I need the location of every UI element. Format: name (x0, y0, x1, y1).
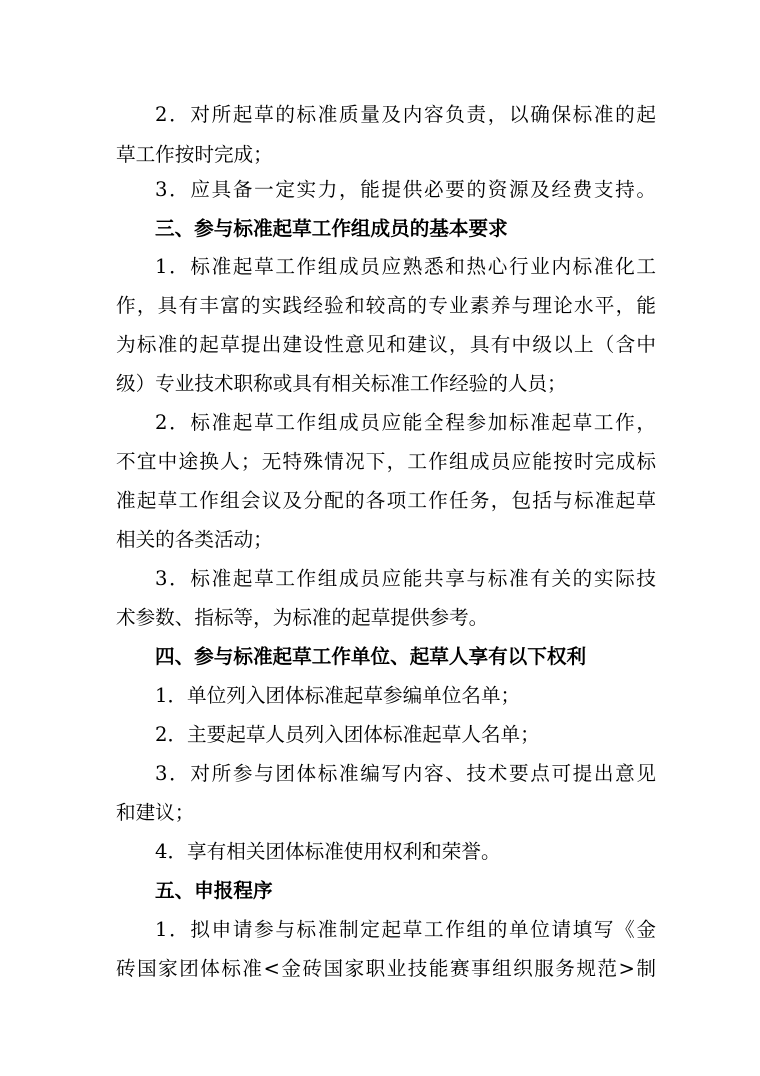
paragraph-line: 1．单位列入团体标准起草参编单位名单； (155, 684, 521, 707)
paragraph-line: 2．标准起草工作组成员应能全程参加标准起草工作， (155, 411, 656, 434)
paragraph-line: 准起草工作组会议及分配的各项工作任务，包括与标准起草 (116, 489, 656, 512)
paragraph-line: 术参数、指标等，为标准的起草提供参考。 (116, 606, 489, 629)
section-heading: 三、参与标准起草工作组成员的基本要求 (155, 217, 508, 240)
paragraph-line: 和建议； (116, 801, 195, 824)
paragraph-line: 3．应具备一定实力，能提供必要的资源及经费支持。 (155, 178, 656, 201)
section-heading: 四、参与标准起草工作单位、起草人享有以下权利 (155, 645, 587, 668)
paragraph-line: 级）专业技术职称或具有相关标准工作经验的人员； (116, 372, 567, 395)
paragraph-line: 砖国家团体标准<金砖国家职业技能赛事组织服务规范>制 (116, 957, 656, 980)
paragraph-line: 4．享有相关团体标准使用权利和荣誉。 (155, 840, 501, 863)
paragraph-line: 3．对所参与团体标准编写内容、技术要点可提出意见 (155, 762, 656, 785)
paragraph-line: 不宜中途换人；无特殊情况下，工作组成员应能按时完成标 (116, 450, 656, 473)
paragraph-line: 相关的各类活动； (116, 528, 273, 551)
paragraph-line: 1．拟申请参与标准制定起草工作组的单位请填写《金 (155, 918, 656, 941)
paragraph-line: 2．对所起草的标准质量及内容负责，以确保标准的起 (155, 103, 656, 126)
section-heading: 五、申报程序 (155, 879, 273, 902)
paragraph-line: 作，具有丰富的实践经验和较高的专业素养与理论水平，能 (116, 294, 656, 317)
paragraph-line: 1．标准起草工作组成员应熟悉和热心行业内标准化工 (155, 255, 656, 278)
paragraph-line: 为标准的起草提出建设性意见和建议，具有中级以上（含中 (116, 333, 656, 356)
paragraph-line: 草工作按时完成； (116, 143, 273, 166)
paragraph-line: 3．标准起草工作组成员应能共享与标准有关的实际技 (155, 567, 656, 590)
paragraph-line: 2．主要起草人员列入团体标准起草人名单； (155, 723, 540, 746)
